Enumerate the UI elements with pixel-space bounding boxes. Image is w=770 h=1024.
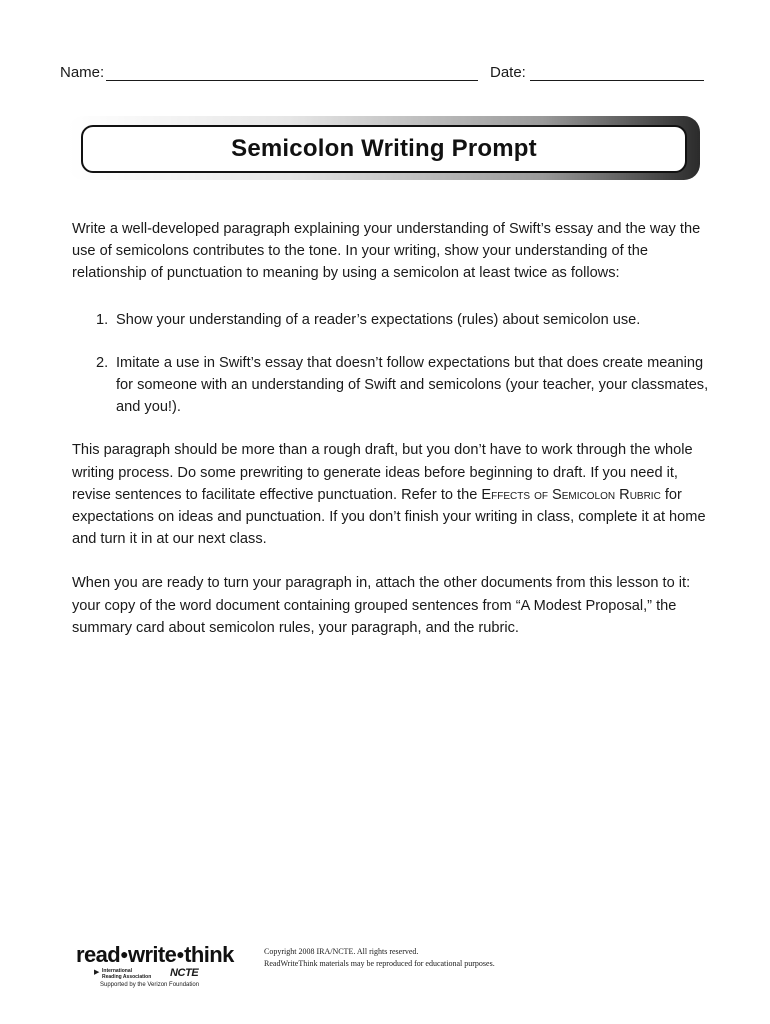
- page-title: Semicolon Writing Prompt: [231, 135, 537, 162]
- logo-word-write: write: [127, 942, 177, 967]
- intro-paragraph: Write a well-developed paragraph explaining your understanding of Swift’s essay and the way the use of semicolons contributes to the tone. In your writing, show your understanding of the relationship of punctuation to meaning by using a semicolon at least twice as follows:: [72, 221, 701, 282]
- instructions-text-end: for expectations on ideas and punctuation. If you don’t finish your writing in class, complete it at home and turn it in at our next class.: [72, 486, 706, 548]
- logo-dot-icon: ●: [176, 946, 185, 962]
- name-label: Name:: [60, 64, 105, 81]
- title-box: [81, 125, 687, 173]
- date-label: Date:: [490, 64, 526, 81]
- ira-triangle-icon: ▶: [94, 969, 100, 976]
- readwritethink-logo: [76, 942, 232, 992]
- logo-dot-icon: ●: [120, 946, 128, 962]
- copyright-line-2: ReadWriteThink materials may be reproduced for educational purposes.: [264, 959, 495, 968]
- ira-line-2: Reading Association: [102, 973, 152, 980]
- copyright-line-1: Copyright 2008 IRA/NCTE. All rights reserved.: [264, 947, 419, 956]
- list-item-number: 2.: [96, 354, 109, 371]
- list-item: [72, 309, 712, 331]
- logo-word-think: think: [184, 942, 234, 967]
- prompt-body: [72, 218, 712, 639]
- list-item-text: Imitate a use in Swift’s essay that doesn’t follow expectations but that does create meaning for someone with an understanding of Swift and semicolons (your teacher, your classmates, and you!).: [116, 354, 709, 416]
- title-banner: [68, 116, 700, 180]
- ncte-logo: NCTE: [170, 967, 199, 979]
- logo-word-read: read: [76, 942, 121, 967]
- date-blank-line: [530, 80, 704, 81]
- logo-wordmark: [76, 942, 234, 968]
- task-list: [72, 309, 712, 419]
- name-blank-line: [106, 80, 478, 81]
- list-item-text: Show your understanding of a reader’s expectations (rules) about semicolon use.: [116, 311, 641, 328]
- rubric-reference: Effects of Semicolon Rubric: [481, 486, 661, 503]
- name-date-header: [60, 64, 710, 84]
- list-item: [72, 352, 712, 419]
- instructions-paragraph: [72, 439, 712, 550]
- ira-logo: [94, 968, 162, 980]
- list-item-number: 1.: [96, 311, 109, 328]
- ira-line-1: International: [102, 968, 133, 974]
- submission-paragraph: When you are ready to turn your paragraph in, attach the other documents from this lesson to it: your copy of the word document containing grouped sentences from “A Modest Proposal,” the summary card about semicolon rules, your paragraph, and the rubric.: [72, 575, 691, 636]
- instructions-text-start: This paragraph should be more than a rough draft, but you don’t have to work through the whole writing process. Do some prewriting to generate ideas before beginning to draft. If you need it, revise sentences to facilitate effective punctuation. Refer to the: [72, 442, 693, 503]
- verizon-support-line: Supported by the Verizon Foundation: [100, 982, 200, 988]
- copyright-notice: [264, 946, 495, 970]
